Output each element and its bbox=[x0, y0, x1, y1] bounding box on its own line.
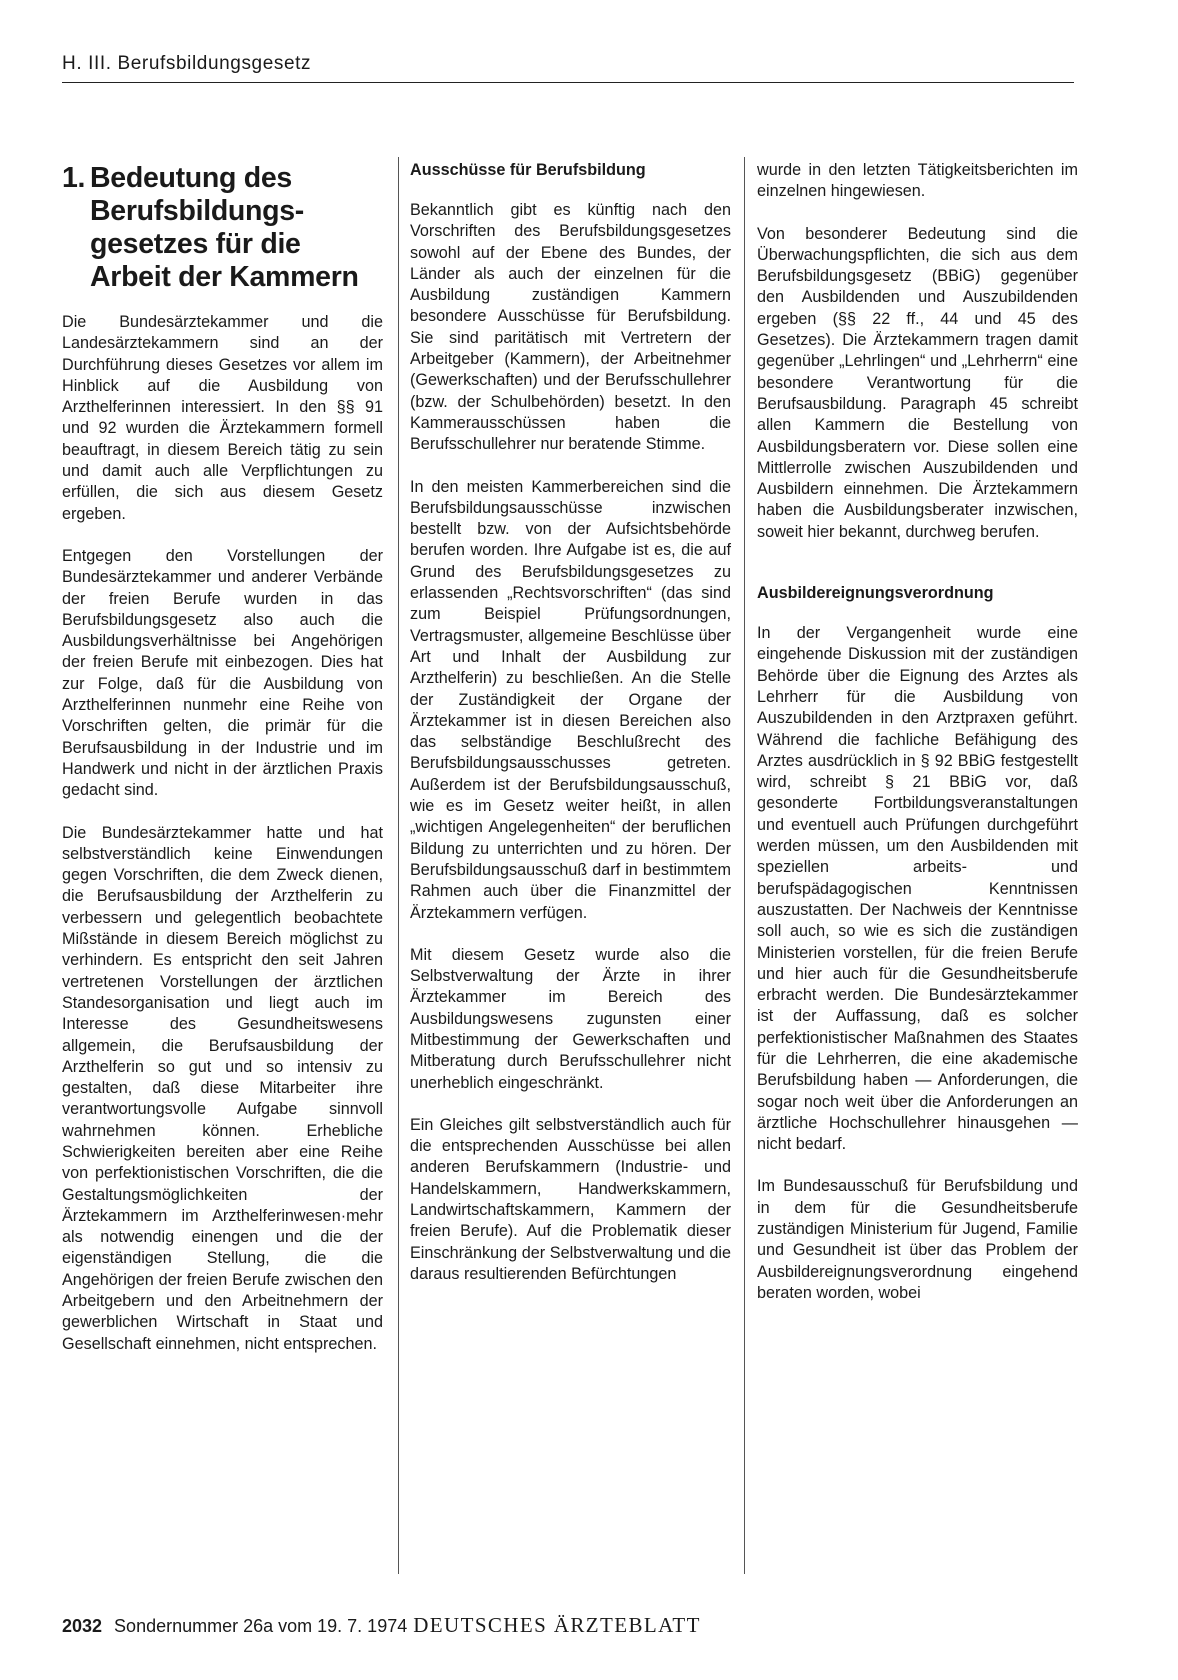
paragraph: Ein Gleiches gilt selbstverständlich auch für die entsprechenden Ausschüsse bei allen anderen Berufskammern (Industrie- und Handelskammern, Handwerkskammern, Landwirtschaftskammern, Kammern der freien Berufe). Auf die Problematik dieser Einschränkung der Selbstverwaltung und die daraus resultierenden Befürchtungen bbox=[410, 1115, 731, 1283]
page-header bbox=[62, 52, 1074, 76]
paragraph: Mit diesem Gesetz wurde also die Selbstverwaltung der Ärzte in ihrer Ärztekammer im Bereich des Ausbildungswesens zugunsten einer Mitbestimmung der Gewerkschaften und Mitberatung durch Berufsschullehrer nicht unerheblich eingeschränkt. bbox=[410, 945, 731, 1092]
paragraph: Die Bundesärztekammer hatte und hat selbstverständlich keine Einwendungen gegen Vorschriften, die dem Zweck dienen, die Berufsausbildung der Arzthelferin zu verbessern und gelegentlich beobachtete Mißstände in diesem Bereich möglichst zu verhindern. Es entspricht den seit Jahren vertretenen Vorstellungen der ärztlichen Standesorganisation und liegt auch im Interesse des Gesundheitswesens allgemein, die Berufsausbildung der Arzthelferin so gut und so intensiv zu gestalten, daß diese Mitarbeiter ihre verantwortungsvolle Aufgabe sinnvoll wahrnehmen können. Erhebliche Schwierigkeiten bereiten aber eine Reihe von perfektionistischen Vorschriften, die die Gestaltungsmöglichkeiten der Ärztekammern im Arzthelferinwesen·mehr als notwendig einengen und die der eigenständigen Stellung, die die Angehörigen der freien Berufe zwischen den Arbeitgebern und den Arbeitnehmern der gewerblichen Wirtschaft in Staat und Gesellschaft einnehmen, nicht entsprechen. bbox=[62, 823, 383, 1353]
paragraph: Entgegen den Vorstellungen der Bundesärztekammer und anderer Verbände der freien Berufe wurden in das Berufsbildungsgesetz also auch die Ausbildungsverhältnisse bei Angehörigen der freien Berufe mit einbezogen. Dies hat zur Folge, daß für die Ausbildung von Arzthelferinnen nunmehr eine Reihe von Vorschriften gelten, die primär für die Berufsausbildung in der Industrie und im Handwerk und nicht in der ärztlichen Praxis gedacht sind. bbox=[62, 546, 383, 800]
section-title-text: Bedeutung des Berufsbildungs-gesetzes für die Arbeit der Kammern bbox=[90, 162, 359, 293]
subsection-heading: Ausschüsse für Berufsbildung bbox=[410, 161, 646, 179]
page-number: 2032 bbox=[62, 1616, 103, 1636]
section-title bbox=[62, 162, 383, 294]
paragraph: Bekanntlich gibt es künftig nach den Vorschriften des Berufsbildungsgesetzes sowohl auf der Ebene des Bundes, der Länder als auch der einzelnen für die Ausbildung zuständigen Kammern besondere Ausschüsse für Berufsbildung. Sie sind paritätisch mit Vertretern der Arbeitgeber (Kammern), der Arbeitnehmer (Gewerkschaften) und der Berufsschullehrer (bzw. der Schulbehörden) besetzt. In den Kammerausschüssen haben die Berufsschullehrer nur beratende Stimme. bbox=[410, 201, 731, 454]
column-3 bbox=[757, 160, 1078, 1325]
paragraph: In der Vergangenheit wurde eine eingehende Diskussion mit der zuständigen Behörde über die Eignung des Arztes als Lehrherr für die Ausbildung von Auszubildenden in den Arztpraxen geführt. Während die fachliche Befähigung des Arztes ausdrücklich in § 92 BBiG festgestellt wird, schreibt § 21 BBiG vor, daß gesonderte Fortbildungsveranstaltungen und eventuell auch Prüfungen durchgeführt werden müssen, um den Ausbildenden mit speziellen arbeits- und berufspädagogischen Kenntnissen auszustatten. Der Nachweis der Kenntnisse soll auch, so wie es sich die zuständigen Ministerien vorstellen, für die freien Berufe und hier auch für die Gesundheitsberufe erbracht werden. Die Bundesärztekammer ist der Auffassung, daß es solcher perfektionistischer Maßnahmen des Staates für die Lehrherren, die eine akademische Berufsbildung haben — Anforderungen, die sogar noch weit über die Anforderungen an ärztliche Hochschullehrer hinausgehen — nicht bedarf. bbox=[757, 624, 1078, 1154]
column-1 bbox=[62, 158, 383, 1376]
journal-name: DEUTSCHES ÄRZTEBLATT bbox=[413, 1613, 701, 1637]
subsection-heading: Ausbildereignungsverordnung bbox=[757, 584, 994, 603]
paragraph: Die Bundesärztekammer und die Landesärztekammern sind an der Durchführung dieses Gesetzes vor allem im Hinblick auf die Ausbildung von Arzthelferinnen interessiert. In den §§ 91 und 92 wurden die Ärztekammern formell beauftragt, in diesem Bereich tätig zu sein und damit auch alle Verpflichtungen zu erfüllen, die sich aus diesem Gesetz ergeben. bbox=[62, 313, 383, 523]
header-rule bbox=[62, 82, 1074, 83]
paragraph: Im Bundesausschuß für Berufsbildung und in dem für die Gesundheitsberufe zuständigen Ministerium für Jugend, Familie und Gesundheit ist über das Problem der Ausbildereignungsverordnung eingehend beraten worden, wobei bbox=[757, 1177, 1078, 1302]
column-2 bbox=[410, 160, 731, 1306]
paragraph: Von besonderer Bedeutung sind die Überwachungspflichten, die sich aus dem Berufsbildungsgesetz (BBiG) gegenüber den Ausbildenden und Auszubildenden ergeben (§§ 22 ff., 44 und 45 des Gesetzes). Die Ärztekammern tragen damit gegenüber „Lehrlingen“ und „Lehrherrn“ eine besondere Verantwortung für die Berufsausbildung. Paragraph 45 schreibt allen Kammern die Bestellung von Ausbildungsberatern vor. Diese sollen eine Mittlerrolle zwischen Auszubildenden und Ausbildern einnehmen. Die Ärztekammern haben die Ausbildungsberater inzwischen, soweit hier bekannt, durchweg berufen. bbox=[757, 224, 1078, 541]
paragraph: In den meisten Kammerbereichen sind die Berufsbildungsausschüsse inzwischen bestellt bzw. von der Aufsichtsbehörde berufen worden. Ihre Aufgabe ist es, die auf Grund des Berufsbildungsgesetzes zu erlassenden „Rechtsvorschriften“ (das sind zum Beispiel Prüfungsordnungen, Vertragsmuster, allgemeine Beschlüsse über Art und Inhalt der Ausbildung zur Arzthelferin) zu beschließen. An die Stelle der Zuständigkeit der Organe der Ärztekammer ist in diesen Bereichen also das selbständige Beschlußrecht des Berufsbildungsausschusses getreten. Außerdem ist der Berufsbildungsausschuß, wie es im Gesetz weiter heißt, in allen „wichtigen Angelegenheiten“ der beruflichen Bildung zu unterrichten und zu hören. Der Berufsbildungsausschuß darf in bestimmtem Rahmen auch über die Finanzmittel der Ärztekammern verfügen. bbox=[410, 477, 731, 922]
column-divider bbox=[744, 157, 745, 1574]
running-title: H. III. Berufsbildungsgesetz bbox=[62, 53, 312, 74]
section-number: 1. bbox=[62, 162, 86, 194]
issue-info: Sondernummer 26a vom 19. 7. 1974 bbox=[114, 1616, 408, 1636]
page-footer bbox=[62, 1613, 701, 1638]
column-divider bbox=[398, 157, 399, 1574]
paragraph: wurde in den letzten Tätigkeitsberichten im einzelnen hingewiesen. bbox=[757, 161, 1078, 201]
